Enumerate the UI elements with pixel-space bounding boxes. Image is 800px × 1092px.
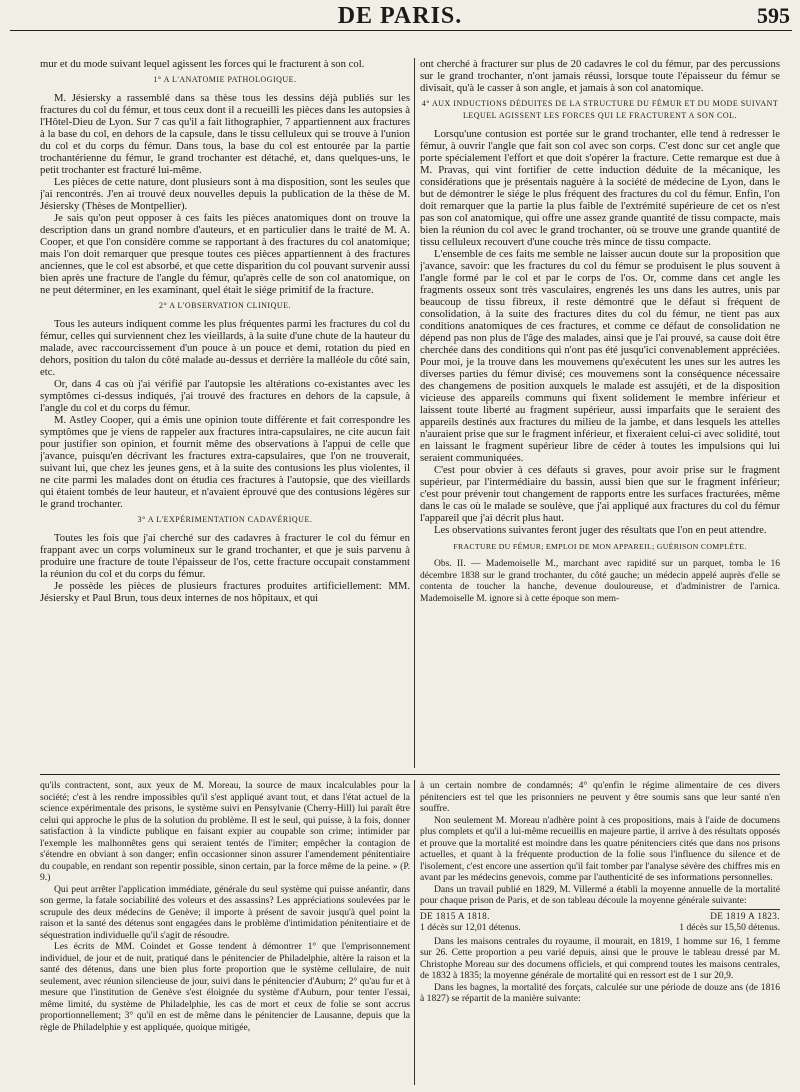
- paragraph: C'est pour obvier à ces défauts si graves, pour avoir prise sur le fragment supérieur, par l'intermédiaire du bassin, aussi bien que sur le fragment inférieur; c'est pour prévenir tout changement de rapports entre les surfaces fracturées, même dans le cas où le malade se soulève, que j'ai appliqué aux fractures du col du fémur l'appareil que j'ai décrit plus haut.: [420, 464, 780, 524]
- column-divider: [414, 780, 415, 1085]
- paragraph: Non seulement M. Moreau n'adhère point à ces propositions, mais à l'aide de documens plus complets et qu'il a lui-même recueillis en majeure partie, il arrive à des résultats opposés et prouve que la mortalité est moindre dans les quatre pénitenciers cités que dans nos prisons actuelles, et quant à la fréquente production de la folie sous l'influence du silence et de l'isolement, c'est encore une assertion qu'il fait tomber par l'analyse sévère des chiffres mis en avant par les médecins genevois, comme par l'authenticité de ses informations personnelles.: [420, 814, 780, 883]
- page-number: 595: [757, 3, 790, 28]
- column-right-upper: [420, 58, 780, 768]
- paragraph: Dans les maisons centrales du royaume, il mourait, en 1819, 1 homme sur 16, 1 femme sur 26. Cette proportion a peu varié depuis, ainsi que le prouve le tableau dressé par M. Christophe Moreau sur des documens officiels, et qui comprend toutes les maisons centrales, de 1832 à 1835; la moyenne générale de mortalité qui en ressort est de 1 sur 20,9.: [420, 935, 780, 981]
- header-rule: [10, 30, 792, 31]
- paragraph: Obs. II. — Mademoiselle M., marchant avec rapidité sur un parquet, tomba le 16 décembre 1838 sur le grand trochanter, du côté gauche; un médecin appelé auprès d'elle se contenta de toucher la hanche, devenue douloureuse, et d'administrer de l'arnica. Mademoiselle M. ignore si à cette époque son mem-: [420, 559, 780, 604]
- section-rule: [40, 774, 780, 775]
- column-left-lower: [40, 780, 410, 1085]
- table-cell-right: 1 décès sur 15,50 détenus.: [679, 922, 780, 933]
- paragraph: Je possède les pièces de plusieurs fractures produites artificiellement: MM. Jésiersky et Paul Brun, tous deux internes de nos hôpitaux, et qui: [40, 580, 410, 604]
- paragraph: Les écrits de MM. Coindet et Gosse tendent à démontrer 1° que l'emprisonnement individuel, de jour et de nuit, pratiqué dans le pénitencier de Philadelphie, altère la raison et la santé des détenus, dans une bien plus forte proportion que le système cellulaire, de nuit seulement, avec réunion silencieuse de jour, suivi dans le pénitencier d'Auburn; 2° qu'au fur et à mesure que l'institution de Genève s'est éloignée du système d'Auburn, pour tenter l'essai, même limité, du système de Philadelphie, les cas de mort et ceux de folie se sont accrus proportionnellement; 3° qu'il en est de même dans le pénitencier de Lausanne, depuis que la règle de Philadelphie y est appliquée, quoique mitigée,: [40, 941, 410, 1033]
- column-left-upper: [40, 58, 410, 768]
- paragraph: Dans un travail publié en 1829, M. Villermé a établi la moyenne annuelle de la mortalité pour chaque prison de Paris, et de son tableau découle la moyenne générale suivante:: [420, 883, 780, 906]
- section-heading: 4° AUX INDUCTIONS DÉDUITES DE LA STRUCTURE DU FÉMUR ET DU MODE SUIVANT LEQUEL AGISSENT LES FORCES QUI LE FRACTURENT A SON COL.: [421, 99, 779, 120]
- paragraph: ont cherché à fracturer sur plus de 20 cadavres le col du fémur, par des percussions sur le grand trochanter, n'ont jamais réussi, lorsque toute l'épaisseur du fémur se divisait, qu'à le casser à son angle, et jamais à son col anatomique.: [420, 58, 780, 94]
- paragraph: à un certain nombre de condamnés; 4° qu'enfin le régime alimentaire de ces divers pénitenciers est tel que les prisonniers ne peuvent y être soumis sans que leur santé n'en souffre.: [420, 780, 780, 814]
- masthead-title: DE PARIS.: [337, 3, 463, 29]
- paragraph: qu'ils contractent, sont, aux yeux de M. Moreau, la source de maux incalculables pour la société; c'est à les rendre impossibles qu'il s'est appliqué avant tout, et dans l'état actuel de la science expérimentale des prisons, le système suivi en Pensylvanie (Cherry-Hill) lui paraît être celui qui approche le plus de la solution du problème. Il est le seul, qui puisse, à la fois, donner satisfaction à la vindicte publique en faisant expier au coupable son crime; intimider par l'exemple les malhonnêtes gens qui seraient tentés de l'imiter; empêcher la contagion de s'étendre en obviant à son danger; enfin occasionner sinon assurer l'amendement pénitentiaire du coupable, en rendant son repentir possible, sinon certain, par la force même de la peine. » (P. 9.): [40, 780, 410, 883]
- paragraph: Les observations suivantes feront juger des résultats que l'on en peut attendre.: [434, 524, 767, 536]
- paragraph: mur et du mode suivant lequel agissent les forces qui le fracturent à son col.: [40, 58, 365, 70]
- mortality-table-values: [420, 922, 780, 934]
- paragraph: M. Jésiersky a rassemblé dans sa thèse tous les dessins déjà publiés sur les fractures du col du fémur, et tous ceux dont il a recueilli les pièces dans les autopsies à l'Hôtel-Dieu de Lyon. Sur 7 cas qu'il a fait lithographier, 7 appartiennent aux fractures à la base du col, en dehors de la capsule, dans le tissu celluleux qui se trouve à l'union du col et du corps du fémur. Dans tous, la base du col est entourée par la partie trochantérienne du fémur, le grand trochanter est détaché, et, dans quelques-uns, le petit trochanter est fracturé lui-même.: [40, 92, 410, 176]
- paragraph: Je sais qu'on peut opposer à ces faits les pièces anatomiques dont on trouve la description dans un grand nombre d'auteurs, et en particulier dans le traité de M. A. Cooper, et que l'on considère comme se rapportant à des fractures du col anatomique; mais l'on doit remarquer que presque toutes ces pièces appartiennent à des fractures anciennes, que le col est absorbé, et que cette disparition du col pouvant survenir aussi bien après une fracture de l'angle du fémur, qu'après celle de son col anatomique, on ne peut déterminer, en les examinant, quel était le siége primitif de la fracture.: [40, 212, 410, 296]
- paragraph: Tous les auteurs indiquent comme les plus fréquentes parmi les fractures du col du fémur, celles qui surviennent chez les vieillards, à la suite d'une chute de la hauteur du malade, avec raccourcissement d'un pouce à un pouce et demi, rotation du pied en dehors, position du talon du côté malade au-dessus et derrière la malléole du côté sain, etc.: [40, 318, 410, 378]
- table-header-left: DE 1815 A 1818.: [420, 910, 490, 921]
- column-right-lower: [420, 780, 780, 1085]
- table-header-right: DE 1819 A 1823.: [710, 910, 780, 921]
- paragraph: Lorsqu'une contusion est portée sur le grand trochanter, elle tend à redresser le fémur, à ouvrir l'angle que fait son col avec son corps. C'est donc sur cet angle que porte spécialement l'effort et que doit s'opérer la fracture. Cette remarque est due à M. Pravas, qui vint fortifier de cette induction déduite de la mécanique, les considérations que je présentais naguère à la société de médecine de Lyon, dans le but de démontrer le siége le plus fréquent des fractures du col du fémur. Enfin, l'on doit remarquer que la partie la plus faible de l'extrémité supérieure de cet os n'est pas son col anatomique, qui offre une assez grande quantité de tissu compacte, mais bien la réunion du col avec le grand trochanter, où se trouve une grande quantité de tissu celluleux recouvert d'une couche très mince de tissu compacte.: [420, 128, 780, 248]
- column-divider: [414, 58, 415, 768]
- paragraph: M. Astley Cooper, qui a émis une opinion toute différente et fait correspondre les symptômes que je viens de rappeler aux fractures intra-capsulaires, ne cite aucun fait pour justifier son opinion, et fournit même des observations à l'appui de celle que j'avance, puisqu'en décrivant les fractures extra-capsulaires, que l'on ne trouverait, suivant lui, que chez les jeunes gens, et à la suite des contusions les plus violentes, il ne cite parmi les malades dont on étudia ces fractures à l'autopsie, que des vieillards qui étaient tombés de leur hauteur, et n'avaient éprouvé que des contusions légères sur le grand trochanter.: [40, 414, 410, 510]
- paragraph: L'ensemble de ces faits me semble ne laisser aucun doute sur la proposition que j'avance, savoir: que les fractures du col du fémur se produisent le plus souvent à l'angle formé par le col et par le corps de l'os. Or, comme dans cet angle les fragments osseux sont très vasculaires, engrenés les uns dans les autres, unis par beaucoup de tissu fibreux, il reste démontré que le défaut si fréquent de consolidation, à la suite des fractures dites du col du fémur, ne tient pas aux conditions anatomiques de ces fractures, et comme ce défaut de consolidation ne dépend pas non plus de l'âge des malades, ainsi que je l'ai prouvé, sa cause doit être cherchée dans des conditions qui n'ont pas été jusqu'ici convenablement appréciées. Pour moi, je la trouve dans les mouvemens qu'exécutent les unes sur les autres les diverses parties du fémur divisé; ces mouvemens sont la conséquence nécessaire des changemens de position auxquels le malade est assujéti, et de la disposition vicieuse des appareils communs qui fixent solidement le membre inférieur et laissent toute liberté au fragment supérieur, aussi imparfaits que le seraient des appareils destinés aux fractures du milieu de la jambe, et dans lesquels les attelles n'auraient prise que sur le fragment inférieur, et fixeraient celui-ci avec solidité, tout en laissant le fragment supérieur libre de céder à toutes les impulsions qui lui seraient communiquées.: [420, 248, 780, 464]
- observation-heading: FRACTURE DU FÉMUR; EMPLOI DE MON APPAREIL; GUÉRISON COMPLÈTE.: [453, 542, 747, 551]
- section-heading: 1° A L'ANATOMIE PATHOLOGIQUE.: [153, 75, 297, 84]
- section-heading: 3° A L'EXPÉRIMENTATION CADAVÉRIQUE.: [137, 515, 313, 524]
- table-cell-left: 1 décès sur 12,01 détenus.: [420, 922, 521, 933]
- page-header: [0, 0, 800, 30]
- section-heading: 2° A L'OBSERVATION CLINIQUE.: [158, 301, 292, 310]
- paragraph: Or, dans 4 cas où j'ai vérifié par l'autopsie les altérations co-existantes avec les symptômes ci-dessus indiqués, j'ai trouvé des fractures en dehors de la capsule, à l'angle du col et du corps du fémur.: [40, 378, 410, 414]
- paragraph: Qui peut arrêter l'application immédiate, générale du seul système qui puisse anéantir, dans son germe, la fatale sociabilité des voleurs et des assassins? Les appréciations soulevées par le scrupule des deux médecins de Genève; il importe à présent de savoir jusqu'à quel point la raison et la santé des détenus sont engagées dans le problème d'intimidation pénitentiaire et de séquestration individuelle qu'il s'agit de résoudre.: [40, 883, 410, 941]
- paragraph: Toutes les fois que j'ai cherché sur des cadavres à fracturer le col du fémur en frappant avec un corps volumineux sur le grand trochanter, et que je suis parvenu à produire une fracture de toute l'épaisseur de l'os, cette fracture occupait constamment la réunion du col et du corps du fémur.: [40, 532, 410, 580]
- mortality-table-headers: [420, 909, 780, 923]
- paragraph: Les pièces de cette nature, dont plusieurs sont à ma disposition, sont les seules que j'ai rencontrés. J'en ai trouvé deux nouvelles depuis la publication de la thèse de M. Jésiersky (Thèses de Montpellier).: [40, 176, 410, 212]
- paragraph: Dans les bagnes, la mortalité des forçats, calculée sur une période de douze ans (de 1816 à 1827) se répartit de la manière suivante:: [420, 981, 780, 1004]
